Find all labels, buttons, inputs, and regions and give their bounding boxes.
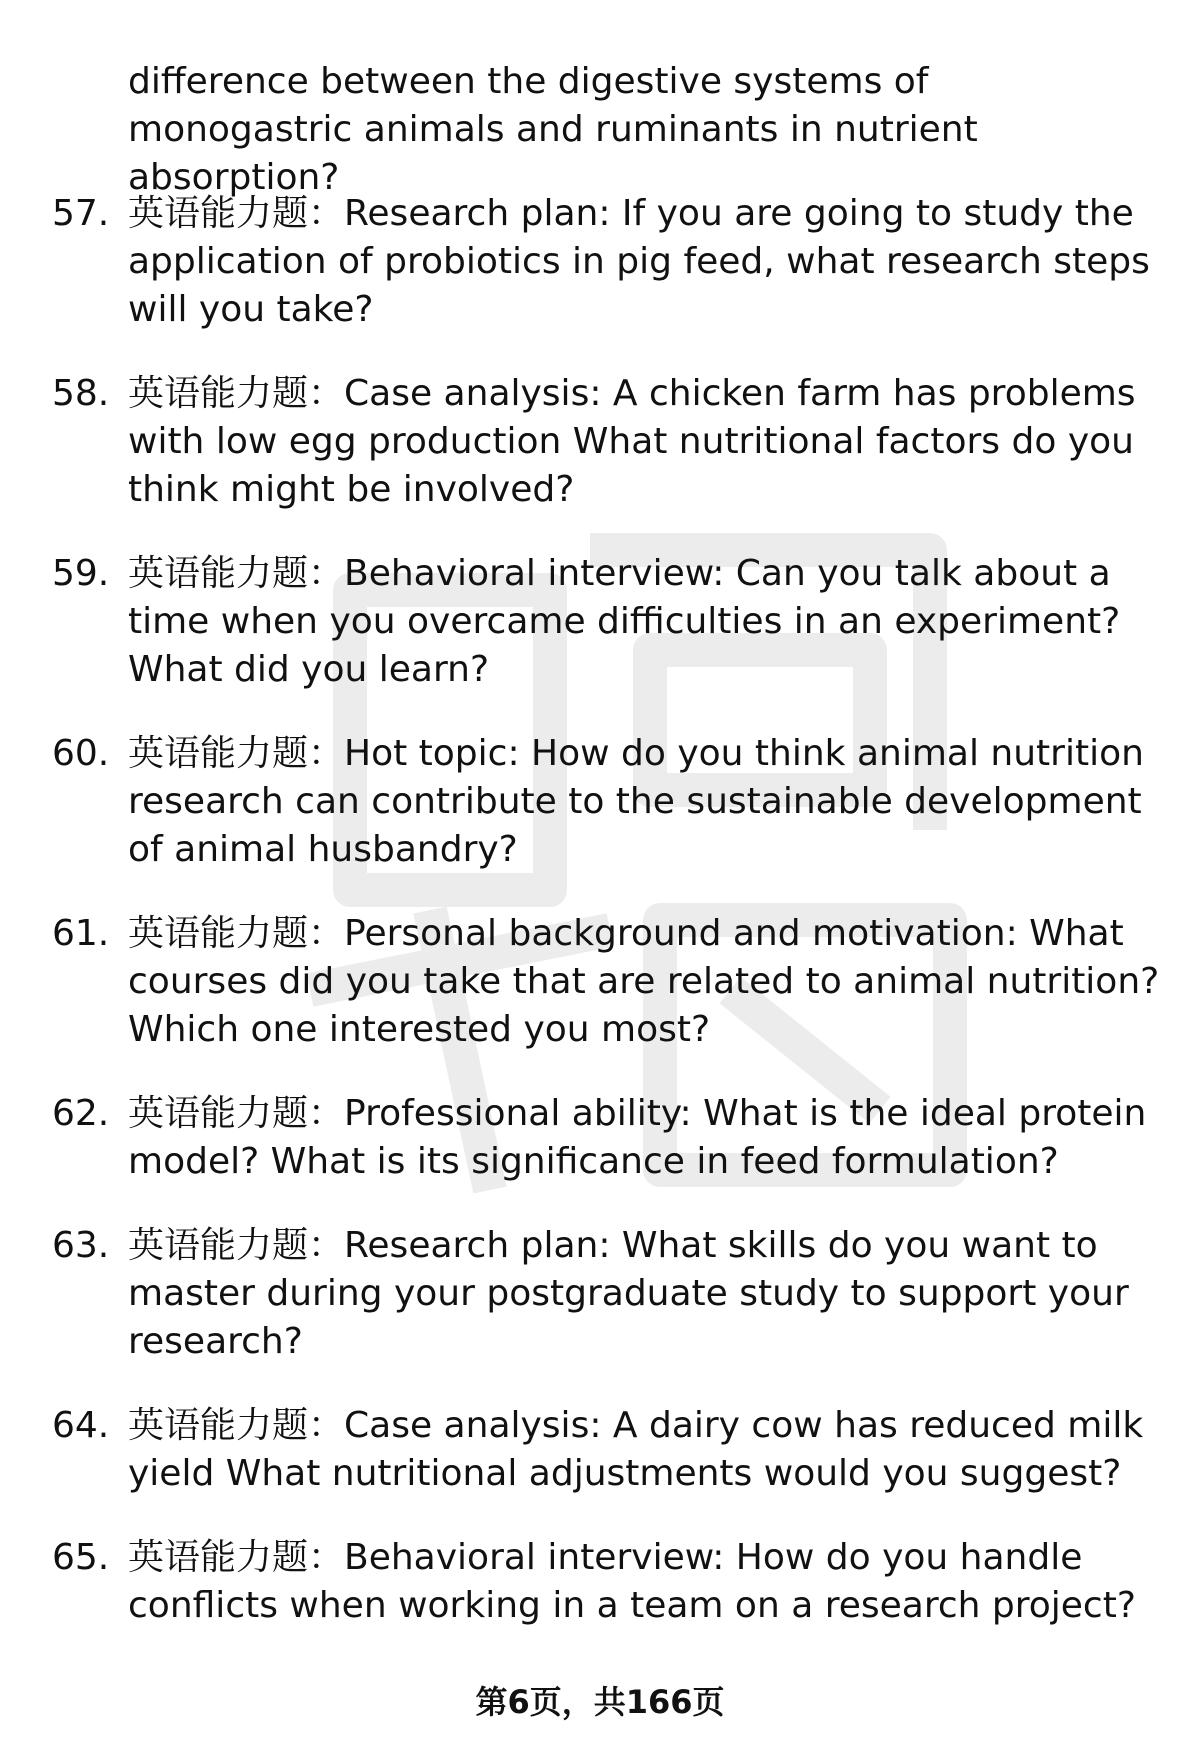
question-tag: 英语能力题： [128,553,345,594]
question-item [0,370,1200,514]
question-body [128,1402,1160,1498]
question-body [128,1222,1160,1366]
question-number: 63. [52,1225,110,1266]
question-body [128,730,1160,874]
question-number: 64. [52,1405,110,1446]
question-item [0,910,1200,1054]
question-text: Behavioral interview: Can you talk about a time when you overcame difficulties in an experiment? What did you learn? [128,553,1121,690]
question-tag: 英语能力题： [128,913,345,954]
continuation-text: difference between the digestive systems of monogastric animals and ruminants in nutrient absorption? [128,61,978,198]
question-number: 60. [52,733,110,774]
question-number: 57. [52,193,110,234]
question-number: 61. [52,913,110,954]
question-body [128,910,1160,1054]
question-text: Behavioral interview: How do you handle conflicts when working in a team on a research project? [128,1537,1136,1626]
question-body [128,190,1160,334]
question-tag: 英语能力题： [128,1225,345,1266]
question-text: Research plan: What skills do you want to master during your postgraduate study to support your research? [128,1225,1129,1362]
question-item [0,1402,1200,1498]
question-body [128,370,1160,514]
question-list [0,190,1200,1666]
question-tag: 英语能力题： [128,193,345,234]
question-tag: 英语能力题： [128,733,345,774]
question-tag: 英语能力题： [128,1093,345,1134]
question-item [0,1534,1200,1630]
question-text: Case analysis: A chicken farm has problems with low egg production What nutritional factors do you think might be involved? [128,373,1136,510]
question-text: Personal background and motivation: What courses did you take that are related to animal nutrition? Which one interested you most? [128,913,1160,1050]
question-text: Case analysis: A dairy cow has reduced milk yield What nutritional adjustments would you suggest? [128,1405,1144,1494]
question-text: Hot topic: How do you think animal nutrition research can contribute to the sustainable development of animal husbandry? [128,733,1144,870]
question-item [0,550,1200,694]
question-number: 58. [52,373,110,414]
question-tag: 英语能力题： [128,1405,345,1446]
question-tag: 英语能力题： [128,1537,345,1578]
question-item [0,190,1200,334]
question-item [0,1222,1200,1366]
question-number: 65. [52,1537,110,1578]
question-number: 59. [52,553,110,594]
question-item [0,1090,1200,1186]
question-body [128,550,1160,694]
question-body [128,1090,1160,1186]
question-body [128,1534,1160,1630]
question-number: 62. [52,1093,110,1134]
question-tag: 英语能力题： [128,373,345,414]
question-item [0,730,1200,874]
question-text: Professional ability: What is the ideal protein model? What is its significance in feed formulation? [128,1093,1147,1182]
page-footer: 第6页，共166页 [475,1683,725,1721]
question-text: Research plan: If you are going to study the application of probiotics in pig feed, what research steps will you take? [128,193,1150,330]
